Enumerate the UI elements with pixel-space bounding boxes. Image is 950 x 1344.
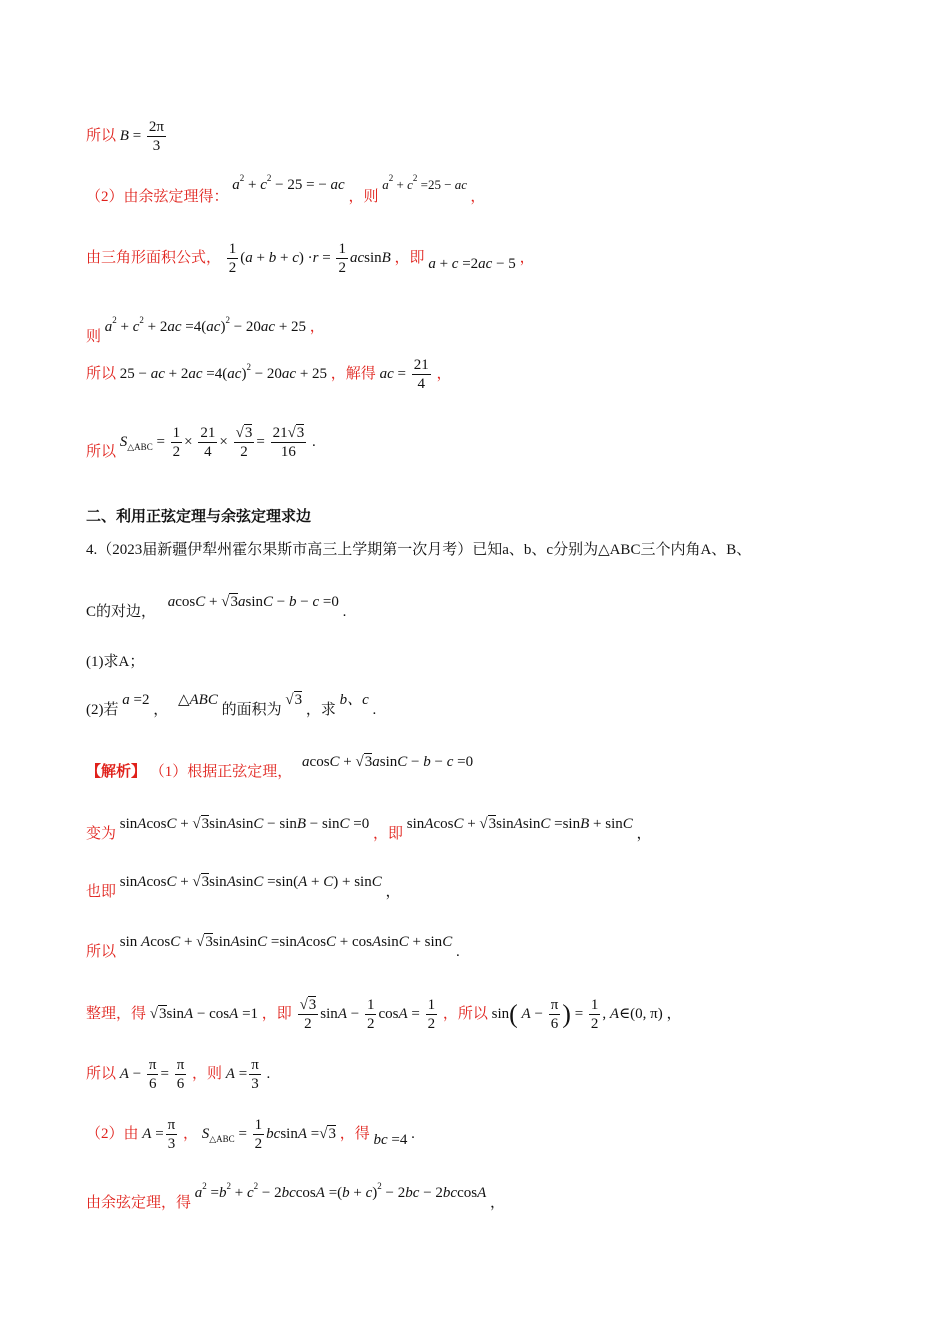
text-label: （1）根据正弦定理， (149, 764, 293, 780)
text-end: . (455, 944, 460, 960)
text-sep: ， (153, 702, 169, 718)
formula-bc: b、c (339, 692, 369, 708)
formula-triangle: △ABC (177, 692, 218, 708)
solution-step-6 (86, 1056, 270, 1093)
text-label: 所以 (86, 944, 117, 960)
analysis-tag: 【解析】 (86, 764, 147, 780)
text-end: . (266, 1065, 271, 1082)
formula-substitute: 25 − ac + 2ac =4(ac)$^2$ − 20ac + 25 (119, 361, 331, 382)
formula-a-given: A = $\frac{\pi}{3}$ (142, 1117, 176, 1152)
formula-angle-eq: A − $\frac{\pi}{6}$ = $\frac{\pi}{6}$ (119, 1057, 185, 1092)
text-label: 也即 (86, 884, 117, 900)
text-end: . (342, 604, 347, 620)
text-end: . (312, 433, 316, 450)
formula-expand: $a^2 + c^2 + 2ac =4(ac)^2 - 20ac + 25$ (104, 315, 310, 335)
formula-cosine-law: $a^2 + c^2 - 25$ = − ac (232, 173, 345, 193)
text-sep: ， (182, 1125, 198, 1142)
sub-question-1: (1)求A； (86, 654, 145, 670)
formula-normalized: $\frac{√3}{2}$ sinA − $\frac{1}{2}$ cosA = $\frac{1}{2}$ (299, 997, 436, 1032)
solution-step-2 (86, 814, 652, 842)
text-label: ，求 (305, 702, 336, 718)
formula-area: $\frac{1}{2}$ (a + b + c) ·r = $\frac{1}{2}$ acsinB (228, 241, 391, 276)
formula-ac: ac = $\frac{21}{4}$ (379, 357, 429, 392)
line-cosine-law (86, 173, 486, 207)
formula-condition-repeat: acosC + √3asinC − b − c =0 (302, 754, 474, 770)
text-sep: ，得 (339, 1125, 370, 1142)
text-sep: ，即 (394, 249, 425, 266)
formula-sine-equal: sinAcosC + √3sinAsinC =sinB + sinC (406, 816, 633, 832)
text-end: . (411, 1125, 415, 1142)
formula-expanded: sin AcosC + √3sinAsinC =sinAcosC + cosAsinC + sinC (119, 934, 453, 950)
text-sep: ，所以 (442, 1005, 488, 1022)
text-end: ， (490, 1195, 506, 1211)
text-sep: ，解得 (330, 365, 376, 382)
formula-a-eq-2: a =2 (122, 692, 150, 708)
formula-a-value: A = $\frac{\pi}{3}$ (225, 1057, 259, 1092)
text-end: ， (519, 249, 535, 266)
solution-step-8 (86, 1176, 506, 1211)
text-label: 变为 (86, 826, 117, 842)
formula-area-result: $S_{\triangle ABC}$ = $\frac{1}{2}$ × $\frac{21}{4}$ × $\frac{√3}{2}$ = $\frac{21√3}{16}$ (119, 425, 305, 460)
formula-a2c2: $a^2 + c^2 =25$ − ac (382, 173, 468, 192)
text-end: . (372, 702, 377, 718)
text-label: 则 (86, 329, 102, 345)
text-sep: ，则 (348, 189, 379, 205)
solution-step-7 (86, 1116, 415, 1153)
line-area-formula (86, 240, 535, 277)
line-solve (86, 356, 451, 393)
text-end: ， (666, 1005, 682, 1022)
text-label: 整理，得 (86, 1005, 147, 1022)
text-sep: ，则 (192, 1065, 223, 1082)
formula-b: B = $\frac{2\pi}{3}$ (119, 119, 164, 154)
text-end: ， (470, 189, 486, 205)
sub-question-2 (86, 690, 377, 718)
text-end: ， (309, 319, 325, 335)
text-label: 所以 (86, 127, 117, 144)
text-label: (2)若 (86, 702, 119, 718)
formula-sum: a + c =2ac − 5 (428, 255, 520, 272)
formula-sqrt3: √3 (285, 692, 303, 708)
question-4-line1: 4.（2023届新疆伊犁州霍尔果斯市高三上学期第一次月考）已知a、b、c分别为△ABC三个内角A、B、 (86, 542, 752, 558)
text-label: 的面积为 (221, 702, 282, 718)
solution-step-5 (86, 996, 682, 1033)
text-label: （2）由余弦定理得： (86, 189, 229, 205)
line-area-result (86, 424, 316, 461)
text-end: ， (636, 826, 652, 842)
text-label: 由三角形面积公式， (86, 249, 222, 266)
text-label: C的对边， (86, 604, 157, 620)
formula-condition: acosC + √3asinC − b − c =0 (167, 594, 343, 610)
formula-sin-shift: sin( A − $\frac{\pi}{6}$ ) = $\frac{1}{2}$ , A∈(0, π) (491, 997, 667, 1032)
formula-cosine-bc: $a^2 =b^2 + c^2 - 2bccosA =(b + c)^2 - 2bc - 2bccosA$ (194, 1181, 487, 1201)
formula-simplified: √3sinA − cosA =1 (149, 1005, 262, 1022)
solution-step-1 (86, 752, 474, 780)
line-then (86, 310, 325, 345)
text-end: ， (436, 365, 452, 382)
text-sep: ，即 (261, 1005, 292, 1022)
question-4-line2 (86, 592, 347, 620)
text-end: ， (385, 884, 401, 900)
text-label: 由余弦定理，得 (86, 1195, 192, 1211)
formula-bc-eq: bc =4 (373, 1131, 412, 1148)
text-label: 所以 (86, 443, 117, 460)
text-label: 所以 (86, 1065, 117, 1082)
line-b-value (86, 118, 168, 155)
section-heading: 二、利用正弦定理与余弦定理求边 (86, 509, 312, 525)
text-label: （2）由 (86, 1125, 139, 1142)
text-label: 所以 (86, 365, 117, 382)
solution-step-4 (86, 932, 460, 960)
formula-sin-sum: sinAcosC + √3sinAsinC =sin(A + C) + sinC (119, 874, 382, 890)
solution-step-3 (86, 872, 401, 900)
formula-area-bc: $S_{\triangle ABC}$ = $\frac{1}{2}$ bcsinA =√3 (201, 1117, 336, 1152)
text-sep: ，即 (372, 826, 403, 842)
formula-sine-transform: sinAcosC + √3sinAsinC − sinB − sinC =0 (119, 816, 373, 832)
